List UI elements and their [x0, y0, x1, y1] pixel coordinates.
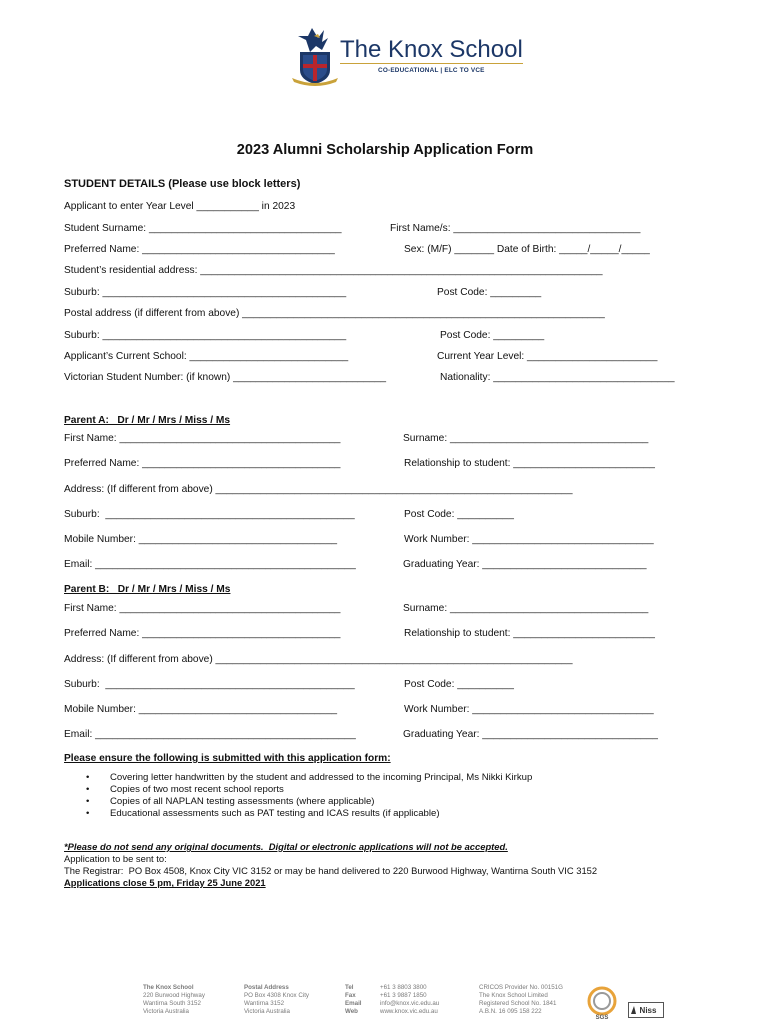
parent-a-mobile-field[interactable]: Mobile Number: ___________________________________: [64, 534, 338, 545]
parent-a-work-number-field[interactable]: Work Number: ________________________________: [404, 534, 654, 545]
parent-b-address-field[interactable]: Address: (If different from above) _______________________________________________________________: [64, 654, 573, 665]
parent-b-relationship-field[interactable]: Relationship to student: _________________________: [404, 628, 655, 639]
niss-certification-icon: [628, 1002, 664, 1018]
preferred-name-field[interactable]: Preferred Name: __________________________________: [64, 244, 335, 255]
parent-b-mobile-field[interactable]: Mobile Number: ___________________________________: [64, 704, 338, 715]
footer-fax: +61 3 9887 1850: [380, 992, 427, 999]
footer-school-name: The Knox School: [143, 984, 194, 991]
parent-a-email-field[interactable]: Email: ______________________________________________: [64, 559, 356, 570]
list-item: Copies of two most recent school reports: [110, 784, 284, 795]
current-school-field[interactable]: Applicant’s Current School: ____________________________: [64, 351, 349, 362]
brand-divider: [340, 63, 523, 64]
footer-postal-title: Postal Address: [244, 984, 289, 991]
first-name-field[interactable]: First Name/s: _________________________________: [390, 223, 641, 234]
parent-a-preferred-name-field[interactable]: Preferred Name: ___________________________________: [64, 458, 341, 469]
footer-registration-line: CRICOS Provider No. 00151G: [479, 984, 563, 991]
parent-a-relationship-field[interactable]: Relationship to student: _________________________: [404, 458, 655, 469]
school-tagline: CO-EDUCATIONAL | ELC TO VCE: [378, 67, 485, 74]
closing-date: Applications close 5 pm, Friday 25 June 2021: [64, 877, 266, 888]
student-number-field[interactable]: Victorian Student Number: (if known) ___________________________: [64, 372, 387, 383]
post-code-field[interactable]: Post Code: _________: [437, 287, 542, 298]
student-details-heading: STUDENT DETAILS (Please use block letters): [64, 178, 301, 190]
parent-b-email-field[interactable]: Email: ______________________________________________: [64, 729, 356, 740]
footer-contact-label: Fax: [345, 992, 356, 999]
footer-address-line: 220 Burwood Highway: [143, 992, 205, 999]
year-level-field[interactable]: Applicant to enter Year Level ___________ in 2023: [64, 201, 296, 212]
parent-a-surname-field[interactable]: Surname: ___________________________________: [403, 433, 649, 444]
list-item: Covering letter handwritten by the student and addressed to the incoming Principal, Ms Nikki Kirkup: [110, 772, 533, 783]
bullet-icon: •: [86, 808, 90, 819]
footer-phone: +61 3 8803 3800: [380, 984, 427, 991]
current-year-level-field[interactable]: Current Year Level: _______________________: [437, 351, 658, 362]
postal-suburb-field[interactable]: Suburb: ___________________________________________: [64, 330, 347, 341]
suburb-field[interactable]: Suburb: ___________________________________________: [64, 287, 347, 298]
niss-label: Niss: [639, 1006, 657, 1015]
nationality-field[interactable]: Nationality: ________________________________: [440, 372, 675, 383]
footer-registration-line: Registered School No. 1841: [479, 1000, 557, 1007]
form-title: 2023 Alumni Scholarship Application Form: [236, 142, 534, 158]
parent-a-graduating-year-field[interactable]: Graduating Year: _____________________________: [403, 559, 647, 570]
footer-email-link[interactable]: info@knox.vic.edu.au: [380, 1000, 440, 1007]
bullet-icon: •: [86, 784, 90, 795]
parent-a-heading: Parent A: Dr / Mr / Mrs / Miss / Ms: [64, 415, 231, 426]
parent-b-first-name-field[interactable]: First Name: _______________________________________: [64, 603, 341, 614]
original-documents-note: *Please do not send any original documents. Digital or electronic applications will not be accepted.: [64, 841, 508, 852]
sex-dob-field[interactable]: Sex: (M/F) _______ Date of Birth: _____/_____/_____: [404, 244, 650, 255]
list-item: Educational assessments such as PAT testing and ICAS results (if applicable): [110, 808, 440, 819]
sgs-label: SGS: [595, 1015, 609, 1021]
footer-postal-line: Wantirna 3152: [244, 1000, 285, 1007]
footer-postal-line: Victoria Australia: [244, 1008, 290, 1015]
footer-contact-label: Email: [345, 1000, 362, 1007]
sgs-certification-icon: [584, 985, 620, 1021]
parent-a-suburb-field[interactable]: Suburb: ____________________________________________: [64, 509, 355, 520]
parent-b-suburb-field[interactable]: Suburb: ____________________________________________: [64, 679, 355, 690]
bullet-icon: •: [86, 796, 90, 807]
footer-contact-label: Web: [345, 1008, 358, 1015]
postal-post-code-field[interactable]: Post Code: _________: [440, 330, 545, 341]
footer-address-line: Wantirna South 3152: [143, 1000, 201, 1007]
parent-b-graduating-year-field[interactable]: Graduating Year: _______________________________: [403, 729, 658, 740]
footer-registration-line: A.B.N. 16 095 158 222: [479, 1008, 542, 1015]
list-item: Copies of all NAPLAN testing assessments (where applicable): [110, 796, 375, 807]
eagle-crest-icon: [292, 28, 338, 86]
bullet-icon: •: [86, 772, 90, 783]
parent-a-address-field[interactable]: Address: (If different from above) _______________________________________________________________: [64, 484, 573, 495]
postal-address-field[interactable]: Postal address (if different from above) ________________________________________________________________: [64, 308, 605, 319]
parent-b-post-code-field[interactable]: Post Code: __________: [404, 679, 514, 690]
parent-b-work-number-field[interactable]: Work Number: ________________________________: [404, 704, 654, 715]
footer-postal-line: PO Box 4308 Knox City: [244, 992, 310, 999]
school-name: The Knox School: [340, 36, 523, 63]
footer-contact-label: Tel: [345, 984, 354, 991]
parent-b-preferred-name-field[interactable]: Preferred Name: ___________________________________: [64, 628, 341, 639]
parent-a-post-code-field[interactable]: Post Code: __________: [404, 509, 514, 520]
footer-web-link[interactable]: www.knox.vic.edu.au: [380, 1008, 438, 1015]
student-surname-field[interactable]: Student Surname: __________________________________: [64, 223, 342, 234]
checklist-heading: Please ensure the following is submitted with this application form:: [64, 753, 391, 764]
footer-address-line: Victoria Australia: [143, 1008, 189, 1015]
registrar-address: The Registrar: PO Box 4508, Knox City VIC 3152 or may be hand delivered to 220 Burwood Highway, Wantirna South VIC 3152: [64, 865, 598, 876]
send-to-text: Application to be sent to:: [64, 853, 167, 864]
footer-registration-line: The Knox School Limited: [479, 992, 548, 999]
parent-b-surname-field[interactable]: Surname: ___________________________________: [403, 603, 649, 614]
parent-b-heading: Parent B: Dr / Mr / Mrs / Miss / Ms: [64, 584, 231, 595]
parent-a-first-name-field[interactable]: First Name: _______________________________________: [64, 433, 341, 444]
residential-address-field[interactable]: Student’s residential address: _______________________________________________________________________: [64, 265, 603, 276]
